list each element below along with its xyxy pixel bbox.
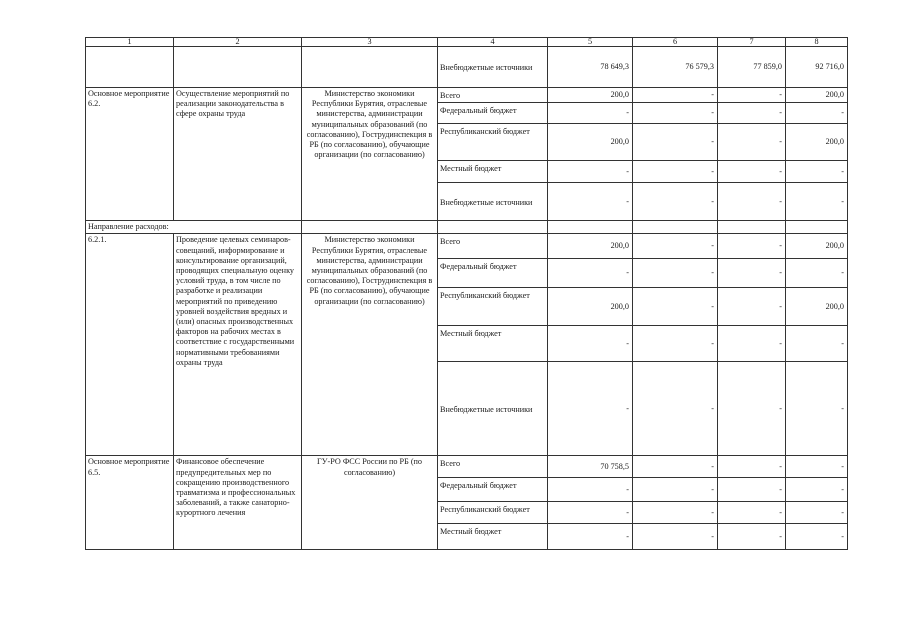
value-cell: - — [718, 478, 786, 502]
header-cell: 2 — [174, 38, 302, 47]
activity-executor: Министерство экономики Республики Бурятия, отраслевые министерства, администрации муниципальных образований (по согласованию), Гострудинспекция в РБ (по согласованию), обучающие организации (по согласованию) — [302, 88, 438, 221]
header-cell: 1 — [86, 38, 174, 47]
value-cell: 70 758,5 — [548, 456, 633, 478]
value-cell: - — [633, 88, 718, 103]
source-label: Местный бюджет — [438, 524, 548, 550]
source-label: Внебюджетные источники — [438, 362, 548, 456]
value-cell: - — [718, 326, 786, 362]
value-cell: - — [633, 326, 718, 362]
value-cell: - — [548, 524, 633, 550]
table-row — [86, 234, 848, 259]
table-row — [86, 88, 848, 103]
value-cell: 200,0 — [548, 88, 633, 103]
header-cell: 4 — [438, 38, 548, 47]
table-row — [86, 221, 848, 234]
value-cell: - — [633, 103, 718, 124]
value-cell: - — [718, 362, 786, 456]
value-cell: 200,0 — [548, 124, 633, 161]
value-cell: - — [786, 524, 848, 550]
activity-executor: Министерство экономики Республики Бурятия, отраслевые министерства, администрации муниципальных образований (по согласованию), Гострудинспекция в РБ (по согласованию), обучающие организации (по согласованию) — [302, 234, 438, 456]
source-label: Всего — [438, 88, 548, 103]
value-cell: - — [548, 259, 633, 288]
value-cell: - — [633, 456, 718, 478]
value-cell: - — [718, 259, 786, 288]
value-cell: - — [548, 478, 633, 502]
source-label: Местный бюджет — [438, 326, 548, 362]
source-label: Федеральный бюджет — [438, 478, 548, 502]
value-cell: - — [718, 502, 786, 524]
header-row — [86, 38, 848, 47]
source-label: Всего — [438, 456, 548, 478]
activity-name: Проведение целевых семинаров-совещаний, информирование и консультирование организаций, проводящих специальную оценку условий труда, в том числе по разработке и реализации мероприятий по приведению уровней воздействия вредных и (или) опасных производственных факторов на рабочих местах в соответствие с государственными нормативными требованиями охраны труда — [174, 234, 302, 456]
value-cell: 200,0 — [786, 124, 848, 161]
value-cell: - — [718, 124, 786, 161]
value-cell: - — [633, 161, 718, 183]
budget-table — [85, 37, 848, 550]
value-cell: - — [786, 161, 848, 183]
source-label: Республиканский бюджет — [438, 502, 548, 524]
source-label: Республиканский бюджет — [438, 124, 548, 161]
value-cell: - — [633, 362, 718, 456]
table-row — [86, 456, 848, 478]
activity-code: 6.2.1. — [86, 234, 174, 456]
value-cell: - — [633, 288, 718, 326]
source-label: Местный бюджет — [438, 161, 548, 183]
value-cell: 200,0 — [786, 288, 848, 326]
value-cell: - — [548, 362, 633, 456]
activity-code: Основное мероприятие 6.2. — [86, 88, 174, 221]
budget-table-page — [85, 37, 848, 565]
header-cell: 6 — [633, 38, 718, 47]
value-cell: - — [633, 502, 718, 524]
value-cell: - — [718, 88, 786, 103]
value-cell: - — [633, 234, 718, 259]
value-cell: 78 649,3 — [548, 47, 633, 88]
value-cell: - — [786, 362, 848, 456]
source-label: Всего — [438, 234, 548, 259]
value-cell: 200,0 — [786, 234, 848, 259]
value-cell: - — [786, 326, 848, 362]
value-cell: - — [786, 502, 848, 524]
table-row — [86, 47, 848, 88]
activity-name: Финансовое обеспечение предупредительных мер по сокращению производственного травматизма и профессиональных заболеваний, а также санаторно-курортного лечения — [174, 456, 302, 550]
activity-executor: ГУ-РО ФСС России по РБ (по согласованию) — [302, 456, 438, 550]
value-cell: - — [786, 478, 848, 502]
value-cell: - — [786, 183, 848, 221]
source-label: Федеральный бюджет — [438, 259, 548, 288]
activity-name: Осуществление мероприятий по реализации законодательства в сфере охраны труда — [174, 88, 302, 221]
value-cell: - — [633, 259, 718, 288]
value-cell: - — [633, 524, 718, 550]
value-cell: - — [718, 103, 786, 124]
value-cell: - — [548, 502, 633, 524]
value-cell: 77 859,0 — [718, 47, 786, 88]
value-cell: - — [633, 124, 718, 161]
direction-label: Направление расходов: — [86, 221, 302, 234]
header-cell: 8 — [786, 38, 848, 47]
value-cell: - — [548, 103, 633, 124]
value-cell: 92 716,0 — [786, 47, 848, 88]
value-cell: 200,0 — [786, 88, 848, 103]
value-cell: 76 579,3 — [633, 47, 718, 88]
value-cell: - — [548, 161, 633, 183]
value-cell: - — [718, 161, 786, 183]
value-cell: - — [548, 326, 633, 362]
value-cell: - — [718, 234, 786, 259]
header-cell: 7 — [718, 38, 786, 47]
value-cell: - — [786, 456, 848, 478]
value-cell: - — [718, 456, 786, 478]
value-cell: 200,0 — [548, 288, 633, 326]
header-cell: 5 — [548, 38, 633, 47]
value-cell: - — [718, 183, 786, 221]
source-label: Внебюджетные источники — [438, 47, 548, 88]
value-cell: - — [786, 103, 848, 124]
source-label: Внебюджетные источники — [438, 183, 548, 221]
activity-code: Основное мероприятие 6.5. — [86, 456, 174, 550]
value-cell: 200,0 — [548, 234, 633, 259]
value-cell: - — [718, 524, 786, 550]
header-cell: 3 — [302, 38, 438, 47]
source-label: Республиканский бюджет — [438, 288, 548, 326]
value-cell: - — [548, 183, 633, 221]
value-cell: - — [718, 288, 786, 326]
value-cell: - — [786, 259, 848, 288]
value-cell: - — [633, 183, 718, 221]
source-label: Федеральный бюджет — [438, 103, 548, 124]
value-cell: - — [633, 478, 718, 502]
